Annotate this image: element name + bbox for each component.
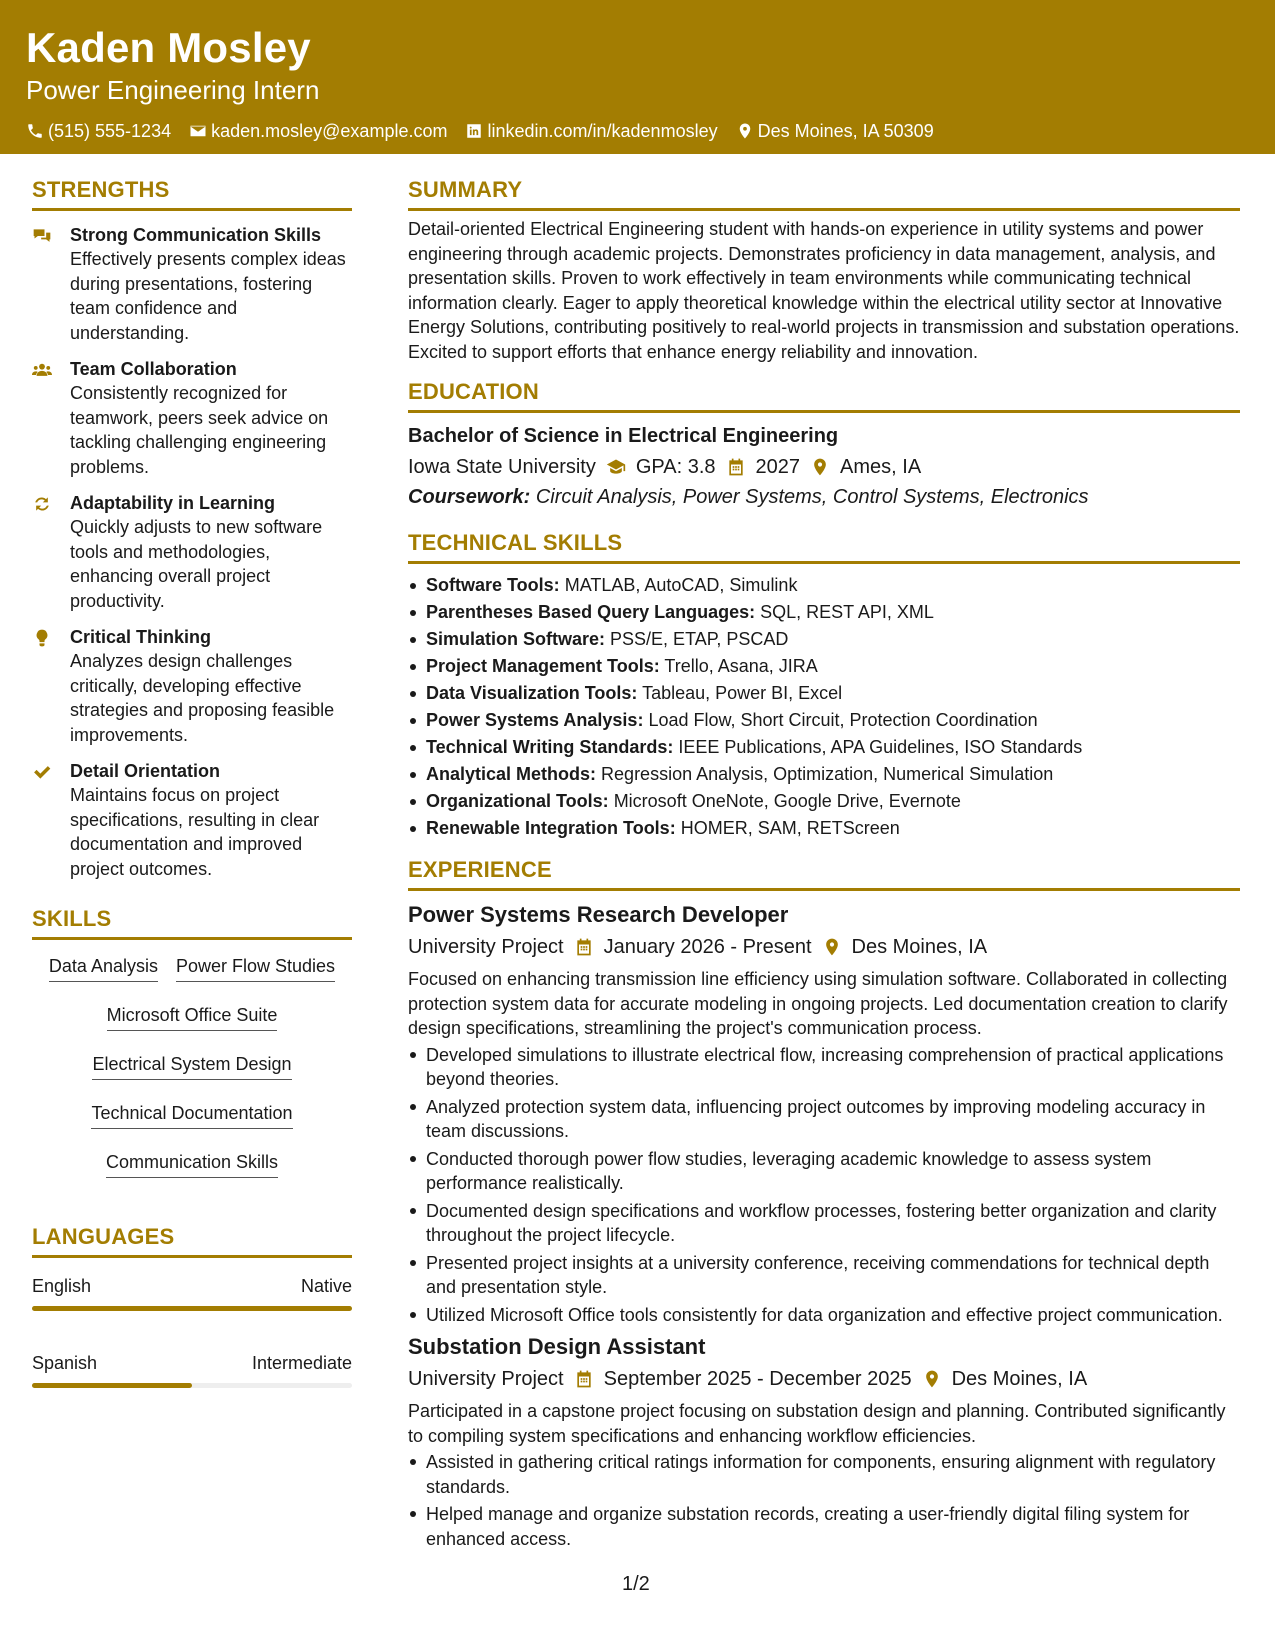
skill-value: Load Flow, Short Circuit, Protection Coordination (648, 710, 1038, 730)
linkedin-icon (465, 122, 483, 140)
map-pin-icon (736, 122, 754, 140)
skill-label: Technical Writing Standards: (426, 737, 674, 757)
skill-value: Regression Analysis, Optimization, Numerical Simulation (601, 764, 1054, 784)
job-entry (408, 901, 1240, 1327)
strength-desc: Maintains focus on project specifications, resulting in clear documentation and improved project outcomes. (70, 785, 320, 879)
skill-value: HOMER, SAM, RETScreen (680, 818, 900, 838)
job-location: Des Moines, IA (951, 1368, 1088, 1390)
list-item (408, 653, 1240, 680)
skill-value: Trello, Asana, JIRA (664, 656, 818, 676)
strength-desc: Analyzes design challenges critically, developing effective strategies and proposing feasible improvements. (70, 651, 335, 745)
skill-value: SQL, REST API, XML (760, 602, 934, 622)
skill-tag: Data Analysis (49, 952, 158, 982)
job-org: University Project (408, 1368, 564, 1390)
skill-label: Renewable Integration Tools: (426, 818, 676, 838)
coursework-text: Circuit Analysis, Power Systems, Control Systems, Electronics (535, 486, 1089, 508)
job-dates: January 2026 - Present (603, 936, 812, 958)
linkedin-text: linkedin.com/in/kadenmosley (487, 121, 718, 141)
technical-skills-list (408, 572, 1240, 842)
job-meta (408, 933, 1240, 961)
job-title: Power Systems Research Developer (408, 902, 789, 927)
contact-location (736, 119, 934, 143)
page-number: 1/2 (622, 1573, 650, 1595)
phone-icon (26, 122, 44, 140)
list-item (408, 788, 1240, 815)
skill-tag: Power Flow Studies (176, 952, 335, 982)
list-item: Presented project insights at a university conference, receiving commendations for technical depth and presentation style. (408, 1251, 1240, 1300)
list-item (408, 734, 1240, 761)
skill-label: Power Systems Analysis: (426, 710, 644, 730)
list-item (408, 599, 1240, 626)
education-heading: EDUCATION (408, 378, 1240, 413)
list-item (408, 707, 1240, 734)
skill-tag: Microsoft Office Suite (107, 1001, 278, 1031)
map-pin-icon (810, 457, 830, 477)
strength-item (32, 223, 352, 345)
language-item (32, 1274, 352, 1311)
education-location: Ames, IA (840, 456, 922, 478)
contact-linkedin[interactable] (465, 119, 717, 143)
map-pin-icon (922, 1369, 942, 1389)
language-bar (32, 1306, 352, 1311)
list-item: Analyzed protection system data, influencing project outcomes by improving modeling accuracy in team discussions. (408, 1095, 1240, 1144)
strength-item (32, 625, 352, 747)
calendar-icon (574, 937, 594, 957)
strength-title: Strong Communication Skills (70, 225, 322, 245)
skill-label: Parentheses Based Query Languages: (426, 602, 756, 622)
language-level: Intermediate (251, 1353, 352, 1373)
list-item: Utilized Microsoft Office tools consistently for data organization and effective project communication. (408, 1303, 1240, 1328)
job-dates: September 2025 - December 2025 (603, 1368, 912, 1390)
users-icon (32, 360, 52, 380)
job-entry (408, 1333, 1240, 1551)
refresh-icon (32, 494, 52, 514)
coursework-label: Coursework: (408, 486, 531, 508)
skill-tag: Technical Documentation (91, 1099, 292, 1129)
strength-title: Detail Orientation (70, 761, 221, 781)
right-column (408, 176, 1240, 1554)
strengths-heading: STRENGTHS (32, 176, 352, 211)
language-level: Native (300, 1276, 352, 1296)
contact-phone[interactable] (26, 119, 171, 143)
summary-heading: SUMMARY (408, 176, 1240, 211)
job-bullets (408, 1450, 1240, 1551)
list-item (408, 761, 1240, 788)
envelope-icon (189, 122, 207, 140)
job-summary: Focused on enhancing transmission line efficiency using simulation software. Collaborated in collecting protection system data for accurate modeling in ongoing projects. Led documentation creation to clarify design specifications, streamlining the project's communication process. (408, 969, 1228, 1038)
job-org: University Project (408, 936, 564, 958)
list-item (408, 626, 1240, 653)
language-name: English (32, 1276, 92, 1296)
strength-item (32, 759, 352, 881)
education-meta (408, 453, 1240, 481)
list-item: Assisted in gathering critical ratings information for components, ensuring alignment with regulatory standards. (408, 1450, 1240, 1499)
skills-heading: SKILLS (32, 905, 352, 940)
skill-tag: Communication Skills (106, 1148, 278, 1178)
job-location: Des Moines, IA (851, 936, 988, 958)
skills-list (32, 952, 352, 1197)
skill-label: Analytical Methods: (426, 764, 597, 784)
language-bar (32, 1383, 352, 1388)
left-column (32, 176, 352, 1388)
skill-value: MATLAB, AutoCAD, Simulink (564, 575, 798, 595)
strength-item (32, 357, 352, 479)
strength-title: Critical Thinking (70, 627, 212, 647)
skill-tag: Electrical System Design (92, 1050, 291, 1080)
email-text: kaden.mosley@example.com (211, 121, 448, 141)
lightbulb-icon (32, 628, 52, 648)
list-item: Helped manage and organize substation records, creating a user-friendly digital filing system for enhanced access. (408, 1502, 1240, 1551)
list-item (408, 572, 1240, 599)
languages-heading: LANGUAGES (32, 1223, 352, 1258)
graduation-cap-icon (606, 457, 626, 477)
job-bullets (408, 1043, 1240, 1328)
education-year: 2027 (755, 456, 801, 478)
education-gpa: GPA: 3.8 (635, 456, 716, 478)
contact-email[interactable] (189, 119, 447, 143)
phone-text: (515) 555-1234 (48, 121, 172, 141)
education-school: Iowa State University (408, 456, 596, 478)
strength-item (32, 491, 352, 613)
strength-desc: Effectively presents complex ideas during presentations, fostering team confidence and understanding. (70, 249, 346, 343)
skill-label: Project Management Tools: (426, 656, 660, 676)
list-item: Documented design specifications and workflow processes, fostering better organization and clarity throughout the project lifecycle. (408, 1199, 1240, 1248)
map-pin-icon (822, 937, 842, 957)
technical-skills-heading: TECHNICAL SKILLS (408, 529, 1240, 564)
education-coursework (408, 483, 1240, 511)
education-degree: Bachelor of Science in Electrical Engineering (408, 425, 839, 447)
job-title: Substation Design Assistant (408, 1334, 706, 1359)
calendar-icon (726, 457, 746, 477)
language-name: Spanish (32, 1353, 98, 1373)
language-item (32, 1351, 352, 1388)
skill-label: Software Tools: (426, 575, 560, 595)
calendar-icon (574, 1369, 594, 1389)
list-item (408, 680, 1240, 707)
language-bar-fill (32, 1383, 192, 1388)
contact-row (26, 119, 1275, 143)
location-text: Des Moines, IA 50309 (757, 121, 934, 141)
skill-value: Tableau, Power BI, Excel (642, 683, 843, 703)
list-item (408, 815, 1240, 842)
job-summary: Participated in a capstone project focusing on substation design and planning. Contributed significantly to compiling system specifications and enhancing workflow efficiencies. (408, 1401, 1226, 1446)
resume-header (0, 0, 1275, 154)
check-icon (32, 762, 52, 782)
job-meta (408, 1365, 1240, 1393)
candidate-name: Kaden Mosley (26, 24, 311, 71)
skill-label: Simulation Software: (426, 629, 606, 649)
strength-title: Adaptability in Learning (70, 493, 276, 513)
skill-value: PSS/E, ETAP, PSCAD (610, 629, 789, 649)
skill-label: Organizational Tools: (426, 791, 609, 811)
summary-text: Detail-oriented Electrical Engineering student with hands-on experience in utility systems and power engineering through academic projects. Demonstrates proficiency in data management, analysis, and presentation skills. Proven to work effectively in team environments while communicating technical information clearly. Eager to apply theoretical knowledge within the electrical utility sector at Innovative Energy Solutions, contributing positively to real-world projects in transmission and substation operations. Excited to support efforts that enhance energy reliability and innovation. (408, 219, 1240, 362)
strength-desc: Quickly adjusts to new software tools and methodologies, enhancing overall project productivity. (70, 517, 323, 611)
skill-value: Microsoft OneNote, Google Drive, Evernote (613, 791, 961, 811)
list-item: Conducted thorough power flow studies, leveraging academic knowledge to assess system performance realistically. (408, 1147, 1240, 1196)
skill-label: Data Visualization Tools: (426, 683, 638, 703)
experience-heading: EXPERIENCE (408, 856, 1240, 891)
list-item: Developed simulations to illustrate electrical flow, increasing comprehension of practical applications beyond theories. (408, 1043, 1240, 1092)
candidate-title: Power Engineering Intern (26, 75, 320, 105)
strength-desc: Consistently recognized for teamwork, peers seek advice on tackling challenging engineering problems. (70, 383, 329, 477)
skill-value: IEEE Publications, APA Guidelines, ISO Standards (678, 737, 1083, 757)
language-bar-fill (32, 1306, 352, 1311)
chat-icon (32, 226, 52, 246)
strength-title: Team Collaboration (70, 359, 237, 379)
